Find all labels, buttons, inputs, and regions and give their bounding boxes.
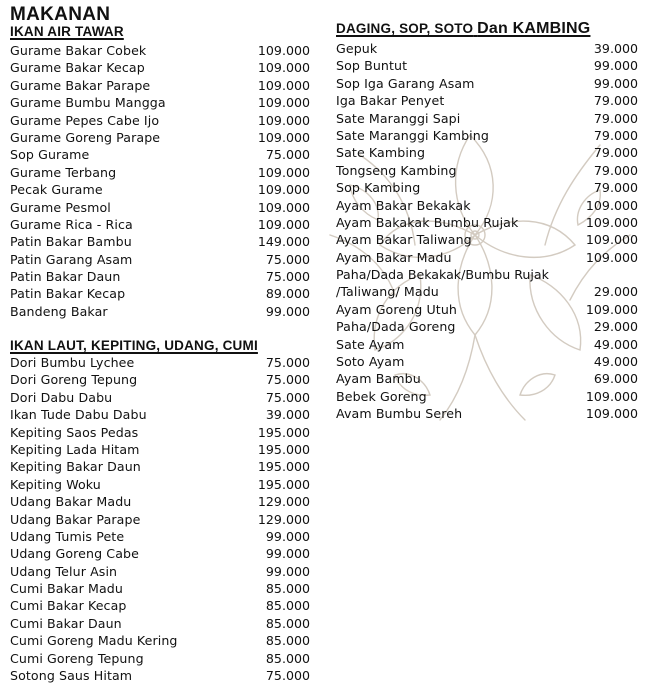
menu-item-name: Sotong Saus Hitam: [10, 668, 133, 684]
menu-item-price: 109.000: [257, 43, 310, 58]
menu-item: [336, 75, 641, 92]
menu-item-name: Pecak Gurame: [10, 182, 103, 198]
menu-item-name: Sate Maranggi Sapi: [336, 110, 461, 126]
menu-item-name: Gurame Rica - Rica: [10, 216, 133, 232]
menu-item-price: 109.000: [257, 95, 310, 111]
menu-item: [10, 303, 315, 320]
menu-item-name: Cumi Goreng Madu Kering: [10, 633, 178, 649]
menu-item-name: Dori Goreng Tepung: [10, 372, 138, 388]
menu-item-price: 79.000: [593, 162, 638, 178]
menu-item: [10, 545, 315, 562]
menu-item-price: 85.000: [265, 615, 310, 631]
menu-item-name: Sop Iga Garang Asam: [336, 75, 475, 91]
menu-list: [336, 301, 641, 423]
menu-item: [10, 285, 315, 302]
menu-item: [10, 216, 315, 233]
menu-item-price: 69.000: [593, 371, 638, 387]
section-heading: IKAN AIR TAWAR: [10, 24, 124, 39]
menu-item-price: 109.000: [257, 182, 310, 198]
section-ikan-laut: [10, 338, 315, 684]
menu-item-price: 75.000: [265, 389, 310, 405]
menu-item-price: 99.000: [265, 563, 310, 579]
menu-item: [336, 110, 641, 127]
menu-item-price: 49.000: [593, 354, 638, 370]
menu-item-price: 75.000: [265, 269, 310, 285]
menu-item-name: Patin Bakar Kecap: [10, 286, 126, 302]
menu-item-price: 99.000: [265, 303, 310, 319]
menu-item-name: Iga Bakar Penyet: [336, 93, 445, 109]
menu-item-name: Kepiting Saos Pedas: [10, 424, 139, 440]
section-ikan-air-tawar: [10, 24, 315, 320]
menu-item: [10, 59, 315, 76]
menu-item-price: 109.000: [585, 406, 638, 422]
section-heading-part2: Dan KAMBING: [477, 20, 591, 37]
menu-item-name: Cumi Goreng Tepung: [10, 650, 144, 666]
menu-item-name: Ayam Bambu: [336, 371, 421, 387]
menu-item-name: Kepiting Woku: [10, 476, 101, 492]
menu-item: [336, 301, 641, 318]
menu-item-price: 109.000: [585, 232, 638, 248]
menu-item-name: Gurame Goreng Parape: [10, 129, 161, 145]
menu-item-price: 79.000: [593, 93, 638, 109]
section-heading: IKAN LAUT, KEPITING, UDANG, CUMI: [10, 338, 258, 353]
menu-item: [10, 615, 315, 632]
menu-item-name: Udang Tumis Pete: [10, 528, 125, 544]
menu-item-price: 109.000: [585, 197, 638, 213]
menu-item: [10, 94, 315, 111]
menu-item: [336, 388, 641, 405]
menu-item: [10, 146, 315, 163]
section-heading-part1: DAGING, SOP, SOTO: [336, 21, 474, 36]
menu-item: [336, 353, 641, 370]
menu-item: [10, 164, 315, 181]
menu-item-price: 29.000: [593, 284, 638, 300]
menu-item: [336, 197, 641, 214]
menu-item-price: 99.000: [593, 75, 638, 91]
menu-item: [10, 667, 315, 684]
menu-item: [336, 144, 641, 161]
menu-item-price: 79.000: [593, 180, 638, 196]
menu-item: [336, 336, 641, 353]
menu-item-price: 75.000: [265, 372, 310, 388]
menu-item-price: 109.000: [585, 249, 638, 265]
menu-item: [10, 354, 315, 371]
menu-item-price: 109.000: [585, 214, 638, 230]
menu-item-name: Dori Bumbu Lychee: [10, 355, 135, 370]
menu-item: [10, 476, 315, 493]
menu-item-name: Gurame Pesmol: [10, 199, 111, 215]
menu-item-price: 85.000: [265, 598, 310, 614]
menu-item-name: Ikan Tude Dabu Dabu: [10, 407, 147, 423]
menu-item: [10, 563, 315, 580]
menu-item-name: Sop Gurame: [10, 147, 90, 163]
menu-item-name: Gurame Bakar Cobek: [10, 43, 147, 58]
menu-item-price: 29.000: [593, 319, 638, 335]
menu-item-name: Patin Bakar Bambu: [10, 234, 132, 250]
menu-item-name: Gurame Pepes Cabe Ijo: [10, 112, 160, 128]
menu-item-name: Ayam Bakar Taliwang: [336, 232, 472, 248]
menu-item: [10, 424, 315, 441]
menu-item: [10, 511, 315, 528]
menu-item-name: Cumi Bakar Daun: [10, 615, 122, 631]
menu-item-price: 75.000: [265, 668, 310, 684]
menu-item-name: Sate Kambing: [336, 145, 426, 161]
menu-item: [10, 199, 315, 216]
menu-item-name: Gurame Bakar Parape: [10, 77, 151, 93]
menu-item: [10, 458, 315, 475]
menu-item-price: 109.000: [585, 301, 638, 317]
menu-item-name: Cumi Bakar Madu: [10, 581, 123, 597]
menu-item: [336, 370, 641, 387]
menu-item-name: Dori Dabu Dabu: [10, 389, 113, 405]
menu-item: [336, 162, 641, 179]
page-title: MAKANAN: [10, 4, 111, 25]
menu-item-name: Sop Kambing: [336, 180, 421, 196]
menu-item-price: 99.000: [265, 528, 310, 544]
menu-item-price: 49.000: [593, 336, 638, 352]
menu-item-name: Avam Bumbu Sereh: [336, 406, 463, 422]
menu-item-name: Kepiting Bakar Daun: [10, 459, 141, 475]
menu-item-price: 75.000: [265, 251, 310, 267]
menu-item-price: 109.000: [257, 199, 310, 215]
menu-item-price: 109.000: [585, 388, 638, 404]
menu-item-price: 109.000: [257, 216, 310, 232]
menu-item-price: 75.000: [265, 355, 310, 370]
menu-item: [10, 268, 315, 285]
menu-item: [336, 179, 641, 196]
menu-item-name: Tongseng Kambing: [336, 162, 457, 178]
menu-item: [10, 441, 315, 458]
menu-item-price: 195.000: [257, 424, 310, 440]
menu-item: [10, 129, 315, 146]
menu-item: [10, 597, 315, 614]
menu-item-name: Kepiting Lada Hitam: [10, 441, 140, 457]
menu-item-name: Udang Goreng Cabe: [10, 546, 139, 562]
menu-item: [10, 112, 315, 129]
menu-item-price: 99.000: [265, 546, 310, 562]
menu-list: [10, 42, 315, 320]
menu-item-price: 129.000: [257, 511, 310, 527]
menu-item-name: Bandeng Bakar: [10, 303, 108, 319]
menu-item: [336, 57, 641, 74]
menu-item: [336, 318, 641, 335]
menu-item-wrapped: [336, 266, 641, 301]
menu-item: [336, 127, 641, 144]
menu-item-name: Patin Bakar Daun: [10, 269, 121, 285]
menu-item-name: Paha/Dada Bekakak/Bumbu Rujak: [336, 267, 549, 283]
menu-item-price: 75.000: [265, 147, 310, 163]
menu-item-name: Ayam Bakakak Bumbu Rujak: [336, 214, 519, 230]
menu-item-price: 79.000: [593, 127, 638, 143]
menu-item-price: 109.000: [257, 60, 310, 76]
menu-item: [10, 42, 315, 59]
menu-item-name: Sop Buntut: [336, 58, 408, 74]
menu-item-name: Cumi Bakar Kecap: [10, 598, 127, 614]
menu-item-name: Gepuk: [336, 41, 378, 56]
menu-list: [336, 40, 641, 266]
menu-item-name: Gurame Bumbu Mangga: [10, 95, 166, 111]
menu-item-price: 129.000: [257, 494, 310, 510]
menu-item: [10, 389, 315, 406]
menu-item-price: 149.000: [257, 234, 310, 250]
menu-item-price: 89.000: [265, 286, 310, 302]
menu-item-price: 79.000: [593, 145, 638, 161]
menu-item-price: 79.000: [593, 110, 638, 126]
menu-item-name: Soto Ayam: [336, 354, 405, 370]
menu-item-name: Sate Ayam: [336, 336, 405, 352]
menu-item-price: 195.000: [257, 459, 310, 475]
menu-item-name: Paha/Dada Goreng: [336, 319, 456, 335]
menu-item-price: 85.000: [265, 650, 310, 666]
menu-item-price: 195.000: [257, 476, 310, 492]
section-daging: [336, 20, 641, 423]
menu-item-name: Udang Bakar Parape: [10, 511, 141, 527]
menu-item: [336, 231, 641, 248]
menu-item-price: 39.000: [593, 41, 638, 56]
menu-item: [10, 181, 315, 198]
menu-item: [10, 650, 315, 667]
menu-item-name: Gurame Bakar Kecap: [10, 60, 145, 76]
menu-item-name: Sate Maranggi Kambing: [336, 127, 489, 143]
menu-item-price: 85.000: [265, 581, 310, 597]
menu-item-price: 85.000: [265, 633, 310, 649]
menu-item-name: Udang Bakar Madu: [10, 494, 132, 510]
menu-item: [10, 233, 315, 250]
menu-item-price: 109.000: [257, 164, 310, 180]
menu-item-price: 195.000: [257, 441, 310, 457]
menu-item: [10, 528, 315, 545]
menu-item: [336, 92, 641, 109]
menu-item-name: Ayam Bakar Bekakak: [336, 197, 471, 213]
menu-item: [336, 249, 641, 266]
menu-list: [10, 354, 315, 684]
menu-item-price: 109.000: [257, 112, 310, 128]
menu-item-name: Ayam Bakar Madu: [336, 249, 452, 265]
menu-item: [10, 77, 315, 94]
menu-item: [10, 406, 315, 423]
menu-item-price: 109.000: [257, 77, 310, 93]
menu-item: [10, 493, 315, 510]
section-heading: [336, 20, 641, 38]
menu-item-price: 39.000: [265, 407, 310, 423]
menu-item: [10, 580, 315, 597]
menu-item-price: 99.000: [593, 58, 638, 74]
menu-item: [336, 214, 641, 231]
menu-item: [10, 632, 315, 649]
menu-item: [10, 251, 315, 268]
menu-item-name: Patin Garang Asam: [10, 251, 133, 267]
menu-item-name: Ayam Goreng Utuh: [336, 301, 458, 317]
menu-item: [336, 40, 641, 57]
menu-item-name: Bebek Goreng: [336, 388, 427, 404]
menu-item-name: Gurame Terbang: [10, 164, 117, 180]
menu-item: [336, 405, 641, 422]
menu-item-price: 109.000: [257, 129, 310, 145]
menu-item-name: Udang Telur Asin: [10, 563, 118, 579]
menu-item: [10, 371, 315, 388]
menu-item-name: /Taliwang/ Madu: [336, 284, 439, 300]
